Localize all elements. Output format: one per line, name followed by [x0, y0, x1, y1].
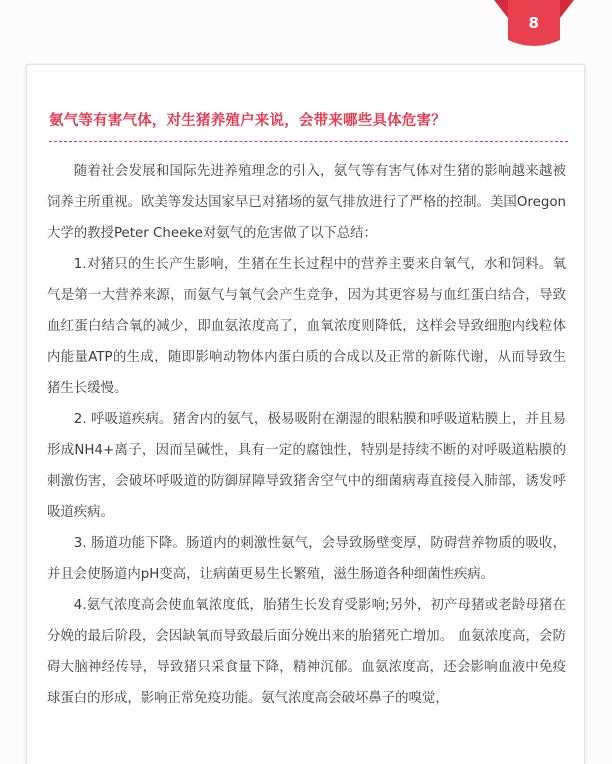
page-title: 氨气等有害气体，对生猪养殖户来说，会带来哪些具体危害？	[49, 113, 446, 129]
paragraph: 2. 呼吸道疾病。猪舍内的氨气，极易吸附在潮湿的眼粘膜和呼吸道粘膜上，并且易形成NH4+离子，因而呈碱性，具有一定的腐蚀性，特别是持续不断的对呼吸道粘膜的刺激伤害，会破坏呼吸道的防御屏障导致猪舍空气中的细菌病毒直接侵入肺部，诱发呼吸道疾病。	[47, 412, 566, 521]
article-body	[41, 156, 570, 714]
paragraph: 1.对猪只的生长产生影响，生猪在生长过程中的营养主要来自氧气，水和饲料。氧气是第一大营养来源，而氨气与氧气会产生竞争，因为其更容易与血红蛋白结合，导致血红蛋白结合氧的减少，即血氨浓度高了，血氧浓度则降低，这样会导致细胞内线粒体内能量ATP的生成，随即影响动物体内蛋白质的合成以及正常的新陈代谢，从而导致生猪生长缓慢。	[47, 257, 566, 397]
title-divider	[49, 141, 568, 142]
paragraph: 随着社会发展和国际先进养殖理念的引入，氨气等有害气体对生猪的影响越来越被饲养主所重视。欧美等发达国家早已对猪场的氨气排放进行了严格的控制。美国Oregon大学的教授Peter Cheeke对氨气的危害做了以下总结：	[47, 164, 566, 242]
paragraph: 3. 肠道功能下降。肠道内的刺激性氨气，会导致肠壁变厚，防碍营养物质的吸收，并且会使肠道内pH变高，让病菌更易生长繁殖，滋生肠道各种细菌性疾病。	[47, 536, 566, 583]
page-number-label: 8	[528, 14, 540, 32]
article-card	[26, 64, 585, 764]
page-number-ribbon	[494, 0, 574, 58]
paragraph: 4.氨气浓度高会使血氧浓度低，胎猪生长发育受影响;另外，初产母猪或老龄母猪在分娩的最后阶段，会因缺氧而导致最后面分娩出来的胎猪死亡增加。 血氨浓度高，会防碍大脑神经传导，导致猪只采食量下降，精神沉郁。血氨浓度高，还会影响血液中免疫球蛋白的形成，影响正常免疫功能。氨气浓度高会破坏鼻子的嗅觉，	[47, 598, 566, 707]
